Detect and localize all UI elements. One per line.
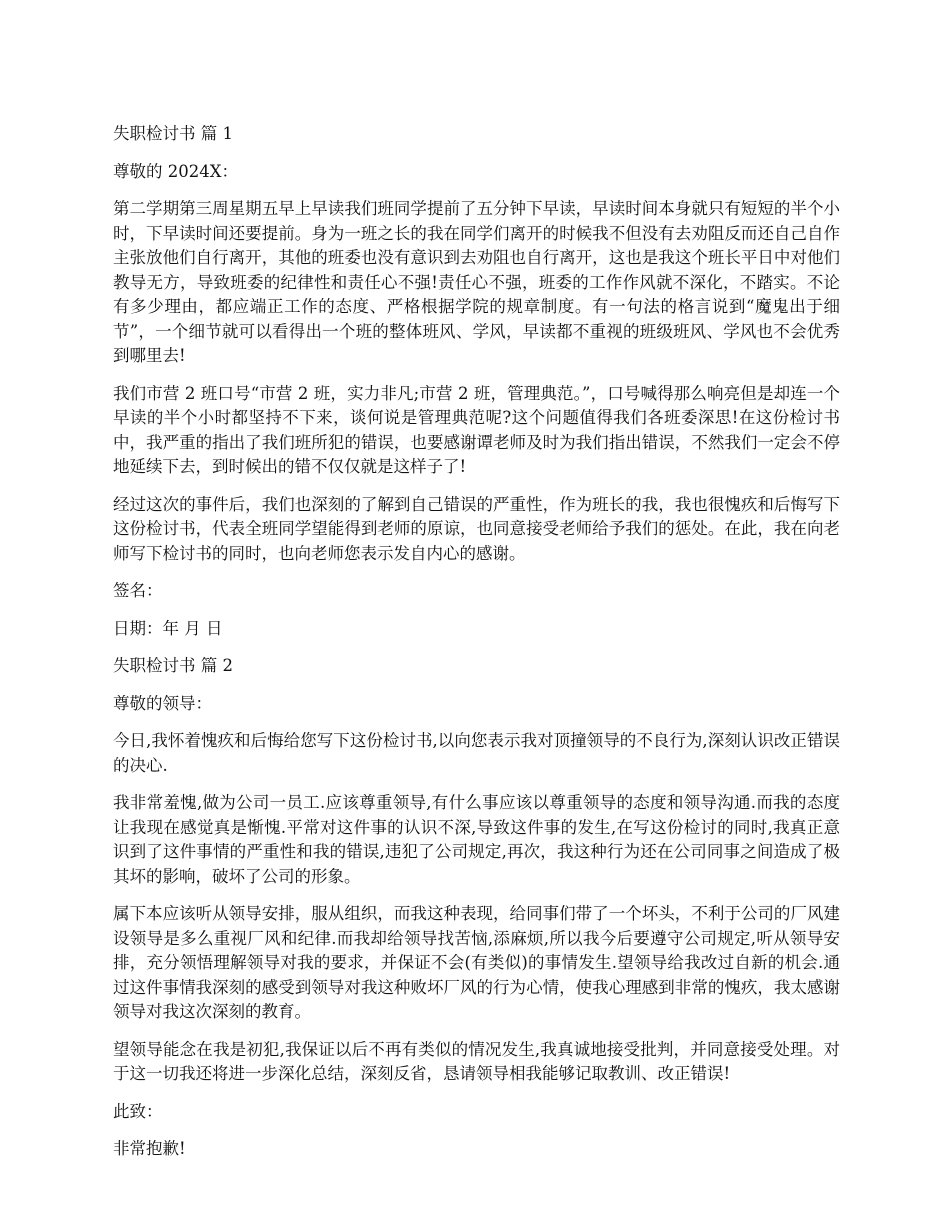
section1-paragraph: 经过这次的事件后，我们也深刻的了解到自己错误的严重性，作为班长的我，我也很愧疚和后悔写下这份检讨书，代表全班同学望能得到老师的原谅，也同意接受老师给予我们的惩处。在此，我在向老师写下检讨书的同时，也向老师您表示发自内心的感谢。: [113, 494, 840, 563]
apology-line: 非常抱歉!: [113, 1139, 186, 1158]
section2-paragraph: 属下本应该听从领导安排，服从组织，而我这种表现，给同事们带了一个坏头，不利于公司的厂风建设领导是多么重视厂风和纪律.而我却给领导找苦恼,添麻烦,所以我今后要遵守公司规定,听从领导安排，充分领悟理解领导对我的要求，并保证不会(有类似)的事情发生.望领导给我改过自新的机会.通过这件事情我深刻的感受到领导对我这种败坏厂风的行为心情，使我心理感到非常的愧疚，我太感谢领导对我这次深刻的教育。: [113, 904, 840, 1021]
section1-title: 失职检讨书 篇 1: [113, 124, 233, 143]
date-line: 日期：年 月 日: [113, 618, 223, 638]
section1-salutation: 尊敬的 2024X：: [113, 161, 238, 181]
section1-paragraph: 第二学期第三周星期五早上早读我们班同学提前了五分钟下早读，早读时间本身就只有短短的半个小时，下早读时间还要提前。身为一班之长的我在同学们离开的时候我不但没有去劝阻反而还自己自作主张放他们自行离开，其他的班委也没有意识到去劝阻也自行离开，这也是我这个班长平日中对他们教导无方，导致班委的纪律性和责任心不强!责任心不强，班委的工作作风就不深化，不踏实。不论有多少理由，都应端正工作的态度、严格根据学院的规章制度。有一句法的格言说到“魔鬼出于细节”，一个细节就可以看得出一个班的整体班风、学风，早读都不重视的班级班风、学风也不会优秀到哪里去!: [113, 199, 840, 365]
section2-title: 失职检讨书 篇 2: [113, 656, 233, 675]
signature-line: 签名：: [113, 581, 163, 600]
section2-paragraph: 我非常羞愧,做为公司一员工.应该尊重领导,有什么事应该以尊重领导的态度和领导沟通.而我的态度让我现在感觉真是惭愧.平常对这件事的认识不深,导致这件事的发生,在写这份检讨的同时,我真正意识到了这件事情的严重性和我的错误,违犯了公司规定,再次，我这种行为还在公司同事之间造成了极其坏的影响，破坏了公司的形象。: [113, 793, 840, 886]
document-body: [113, 122, 840, 1175]
section2-paragraph: 今日,我怀着愧疚和后悔给您写下这份检讨书,以向您表示我对顶撞领导的不良行为,深刻认识改正错误的决心.: [113, 731, 840, 775]
section2-salutation: 尊敬的领导：: [113, 693, 212, 713]
section2-paragraph: 望领导能念在我是初犯,我保证以后不再有类似的情况发生,我真诚地接受批判，并同意接受处理。对于这一切我还将进一步深化总结，深刻反省，恳请领导相我能够记取教训、改正错误!: [113, 1039, 840, 1083]
closing-line: 此致：: [113, 1101, 163, 1121]
section1-paragraph: 我们市营 2 班口号“市营 2 班，实力非凡;市营 2 班，管理典范。”，口号喊得那么响亮但是却连一个早读的半个小时都坚持不下来，谈何说是管理典范呢?这个问题值得我们各班委深思!在这份检讨书中，我严重的指出了我们班所犯的错误，也要感谢谭老师及时为我们指出错误，不然我们一定会不停地延续下去，到时候出的错不仅仅就是这样子了!: [113, 383, 840, 476]
